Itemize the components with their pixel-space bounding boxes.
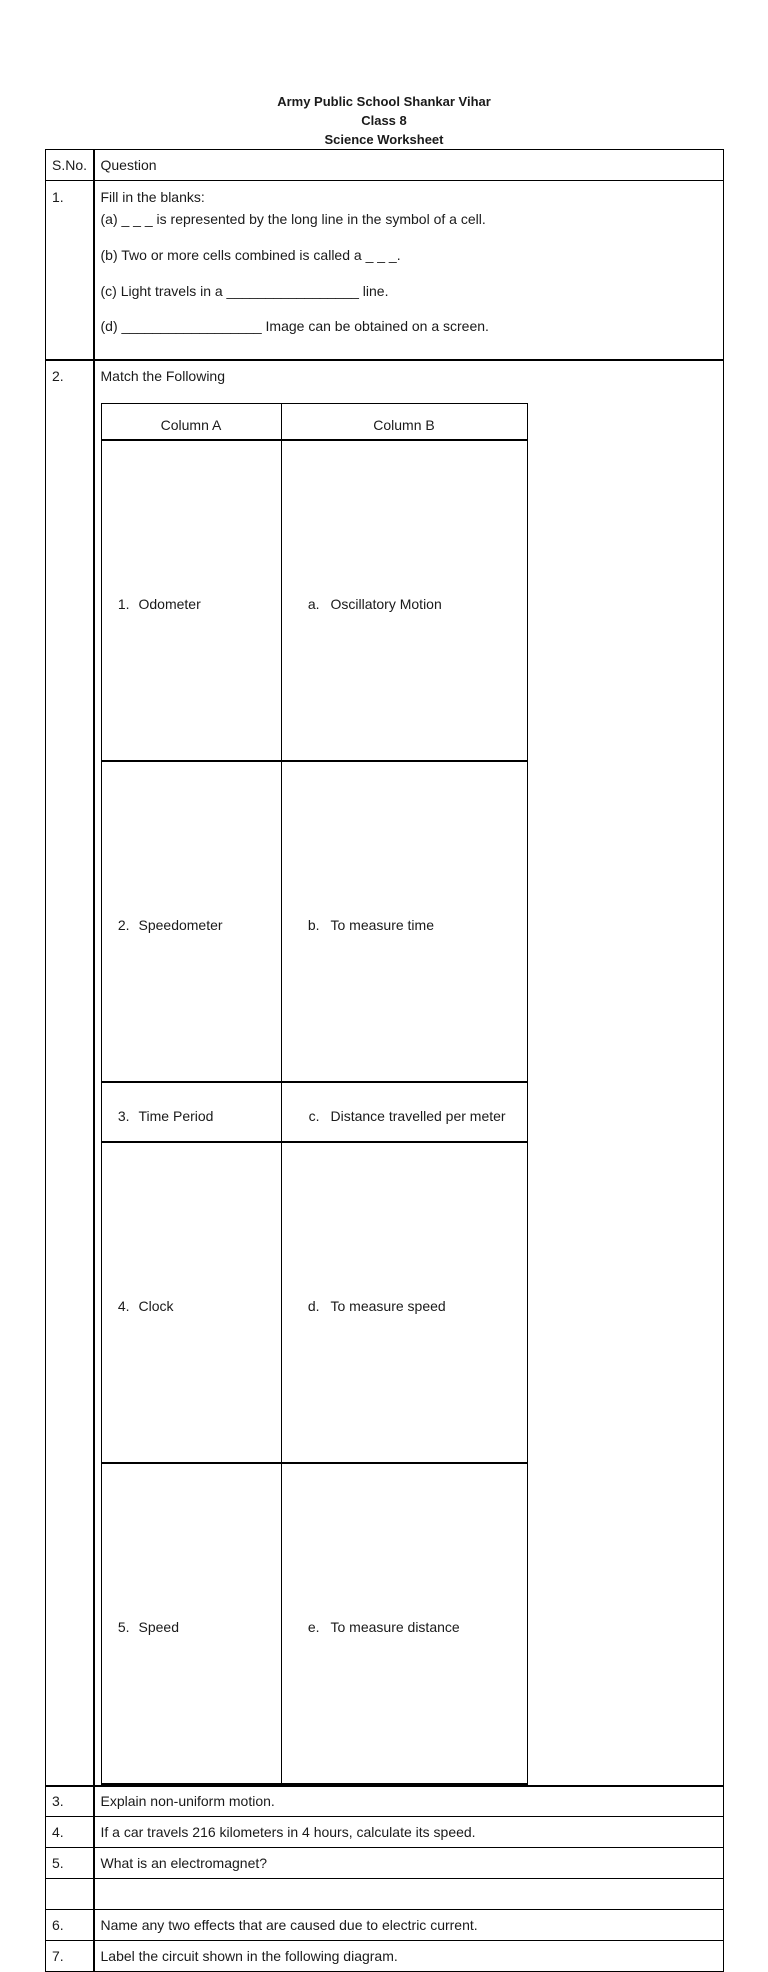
q1-part-d: (d) __________________ Image can be obtained on a screen.: [100, 318, 489, 334]
sno-6: 6.: [46, 1909, 94, 1940]
column-b-item: Distance travelled per meter: [330, 1107, 506, 1124]
match-row: [101, 761, 527, 1082]
match-row: [101, 1082, 527, 1142]
q1-part-c: (c) Light travels in a _________________ line.: [100, 283, 389, 299]
column-b-item: To measure speed: [330, 1298, 446, 1314]
question-6: Name any two effects that are caused due to electric current.: [94, 1909, 724, 1940]
match-table: [101, 403, 528, 1786]
sno-2: 2.: [46, 360, 94, 1787]
match-letter: e.: [307, 1619, 320, 1635]
column-a-item: Time Period: [138, 1107, 214, 1124]
match-row: [101, 1142, 527, 1463]
column-a-item: Speed: [138, 1619, 179, 1635]
column-a-header: Column A: [101, 403, 281, 440]
q1-part-b: (b) Two or more cells combined is called a _ _ _.: [100, 247, 401, 263]
column-b-item: To measure time: [330, 917, 434, 933]
class-label: Class 8: [361, 113, 407, 128]
questions-table: [45, 149, 724, 1972]
question-row-6: [46, 1909, 724, 1940]
question-5: What is an electromagnet?: [94, 1847, 724, 1878]
blank-row: [46, 1878, 724, 1909]
question-row-4: [46, 1816, 724, 1847]
column-b-header: Column B: [281, 403, 527, 440]
question-1: [94, 181, 724, 360]
question-2: [94, 360, 724, 1787]
question-row-7: [46, 1940, 724, 1971]
match-number: 4.: [117, 1298, 130, 1314]
school-name: Army Public School Shankar Vihar: [277, 94, 491, 109]
column-b-item: To measure distance: [330, 1619, 460, 1635]
table-header-row: [46, 150, 724, 181]
match-letter: d.: [307, 1298, 320, 1314]
question-3: Explain non-uniform motion.: [94, 1786, 724, 1816]
column-a-item: Clock: [138, 1298, 174, 1314]
question-7: Label the circuit shown in the following diagram.: [94, 1940, 724, 1971]
q1-instruction: Fill in the blanks:: [100, 189, 205, 205]
column-b-item: Oscillatory Motion: [330, 596, 442, 612]
blank-question: [94, 1878, 724, 1909]
q1-part-a: (a) _ _ _ is represented by the long line in the symbol of a cell.: [100, 211, 486, 227]
question-row-1: [46, 181, 724, 360]
match-row: [101, 440, 527, 761]
sno-7: 7.: [46, 1940, 94, 1971]
match-letter: b.: [307, 917, 320, 933]
question-4: If a car travels 216 kilometers in 4 hours, calculate its speed.: [94, 1816, 724, 1847]
column-a-item: Speedometer: [138, 917, 223, 933]
question-row-5: [46, 1847, 724, 1878]
match-letter: a.: [307, 596, 320, 612]
worksheet-title: Science Worksheet: [324, 132, 444, 147]
sno-1: 1.: [46, 181, 94, 360]
sno-5: 5.: [46, 1847, 94, 1878]
match-number: 2.: [117, 917, 130, 933]
match-number: 5.: [117, 1619, 130, 1635]
sno-header: S.No.: [46, 150, 94, 181]
blank-sno: [46, 1878, 94, 1909]
question-header: Question: [94, 150, 724, 181]
q2-title: Match the Following: [100, 367, 226, 384]
match-header-row: [101, 403, 527, 440]
match-number: 3.: [117, 1107, 130, 1124]
worksheet-header: [0, 92, 768, 149]
question-row-2: [46, 360, 724, 1787]
sno-4: 4.: [46, 1816, 94, 1847]
column-a-item: Odometer: [138, 596, 201, 612]
match-letter: c.: [308, 1107, 320, 1124]
question-row-3: [46, 1786, 724, 1816]
match-row: [101, 1463, 527, 1784]
match-number: 1.: [117, 596, 130, 612]
sno-3: 3.: [46, 1786, 94, 1816]
